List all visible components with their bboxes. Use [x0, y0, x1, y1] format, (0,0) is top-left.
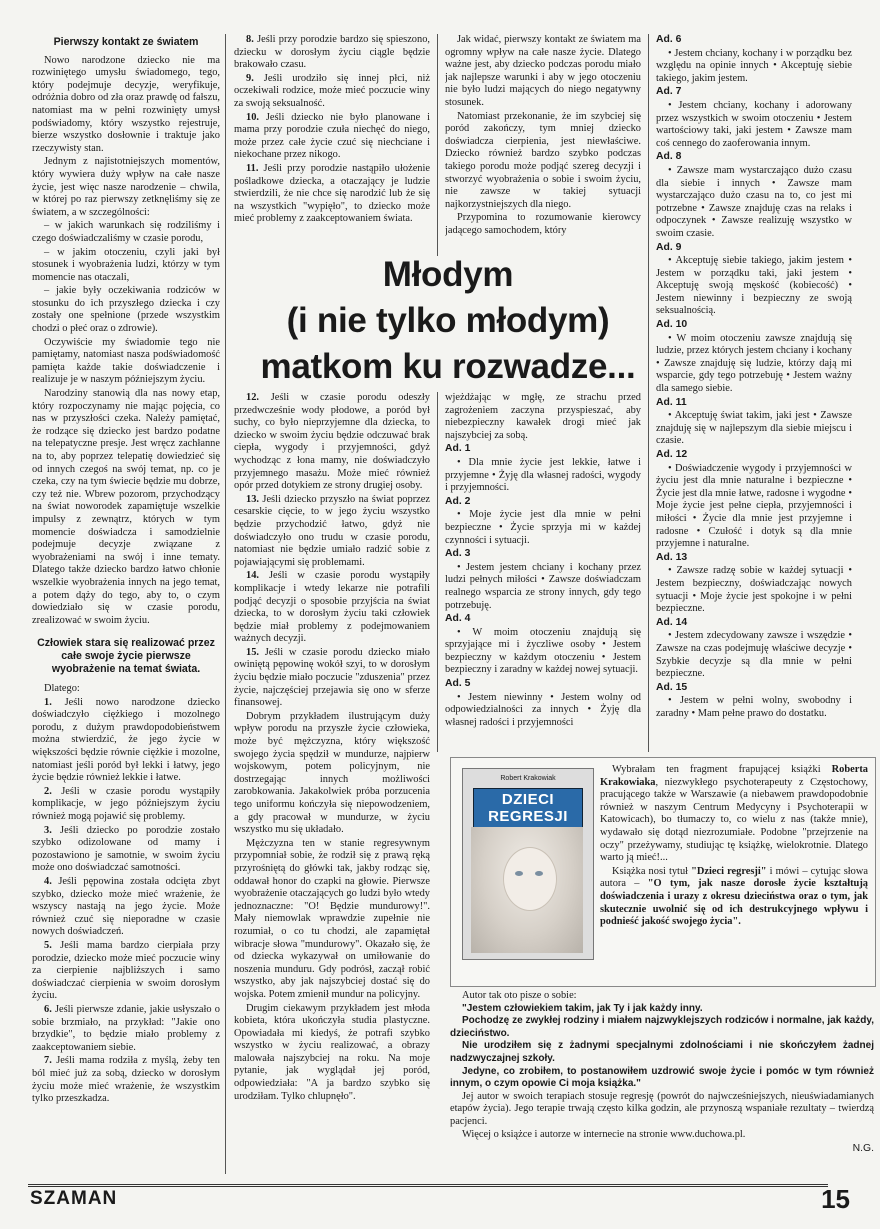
paragraph: – jakie były oczekiwania rodziców w stosunku do ich przyszłego dziecka i czy zostały one spełnione (przede wszystkim chodzi o płeć oraz o zdrowie). — [32, 285, 220, 335]
list-item: 10. Jeśli dziecko nie było planowane i mama przy porodzie czuła niechęć do niego, może przez całe życie czuć się niechciane i niekochane przez nikogo. — [234, 111, 430, 161]
paragraph: Autor tak oto pisze o sobie: — [462, 990, 577, 1001]
paragraph: wjeżdżając w mgłę, ze strachu przed zagrożeniem zaczyna przyspieszać, aby niebezpieczny kawałek drogi mieć jak najszybciej za sobą. — [445, 392, 641, 441]
list-item: 14. Jeśli w czasie porodu wystąpiły komplikacje i wtedy lekarze nie potrafili podjąć decyzji o sposobie przyjścia na świat dziecka, to w dorosłym życiu taki człowiek będzie miał problemy z podejmowaniem ważnych decyzji. — [234, 570, 430, 645]
column-divider — [648, 34, 649, 752]
paragraph: Natomiast przekonanie, że im szybciej się poród zakończy, tym mniej dziecko doświadcza cierpienia, jest niewłaściwe. Dziecko również bardzo szybko podczas takiego porodu może podjąć szereg decyzji i stworzyć wyobrażenia o sobie i swoim życiu, nie zawsze w takiej sytuacji najkorzystniejszych dla niego. — [445, 110, 641, 210]
list-item: 8. Jeśli przy porodzie bardzo się spieszono, dziecku w dorosłym życiu ciągle będzie brakowało czasu. — [234, 34, 430, 71]
affirmation-heading: Ad. 12 — [656, 449, 688, 460]
list-item: 7. Jeśli mama rodziła z myślą, żeby ten ból mieć już za sobą, dziecko w dorosłym życiu może mieć wrażenie, że wszystkim tylko przeszkadza. — [32, 1055, 220, 1105]
column-4 — [656, 34, 852, 752]
affirmation-text: • Jestem chciany, kochany i w porządku bez względu na opinie innych • Akceptuję siebie takiego, jakim jestem. — [656, 47, 852, 84]
affirmation-text: • Zawsze radzę sobie w każdej sytuacji • Jestem bezpieczny, doświadczając nowych sytuacji • Moje życie jest spokojne i w pełni bezpieczne. — [656, 565, 852, 615]
column-divider — [437, 392, 438, 752]
list-item: 15. Jeśli w czasie porodu dziecko miało owiniętą pępowinę wokół szyi, to w dorosłym życiu będzie miało poczucie "zduszenia" przez życie, najczęściej przejawia się ono w sferze finansowej. — [234, 646, 430, 709]
book-cover-image — [462, 768, 594, 960]
quote-line: Nie urodziłem się z żadnymi specjalnymi zdolnościami i nie skończyłem żadnej nadzwyczajnej szkoły. — [450, 1040, 874, 1064]
affirmation-heading: Ad. 14 — [656, 616, 688, 628]
headline-line: matkom ku rozwadze... — [260, 347, 636, 386]
list-item: 9. Jeśli urodziło się innej płci, niż oczekiwali rodzice, może mieć poczucie winy za swoją seksualność. — [234, 72, 430, 109]
affirmation-text: • Moje życie jest dla mnie w pełni bezpieczne • Życie sprzyja mi w każdej czynności i sytuacji. — [445, 509, 641, 546]
page-number: 15 — [821, 1184, 850, 1214]
affirmation-heading: Ad. 10 — [656, 319, 688, 331]
paragraph: Dlatego: — [44, 683, 80, 695]
article-headline — [228, 252, 668, 390]
book-description — [600, 764, 868, 930]
affirmation-heading: Ad. 6 — [656, 34, 682, 45]
affirmation-text: • Jestem zdecydowany zawsze i wszędzie • Zawsze na czas podejmuję właściwe decyzje • Szybkie decyzje są dla mnie w pełni bezpieczne. — [656, 630, 852, 680]
affirmation-heading: Ad. 11 — [656, 396, 687, 408]
paragraph: Wybrałam ten fragment frapującej książki Roberta Krakowiaka, niezwykłego psychoterapeuty z Częstochowy, pracującego także w Warszawie (a niebawem prawdopodobnie również w naszym Centrum Medycyny i Psychoterapii w Katowicach), bo tłumaczy to, co wielu z nas (także mnie), wydawało się dotąd niezrozumiałe. Podobne "przejrzenie na oczy" przeżywamy, studiując tę książkę, wielokrotnie. Dlatego warto ją mieć!... — [600, 764, 868, 864]
column-2-top — [234, 34, 430, 264]
paragraph: Drugim ciekawym przykładem jest młoda kobieta, która ukończyła studia plastyczne. Opowiadała mi kiedyś, że potrafi szybko wszystko w życiu realizować, a obrazy malowała najszybciej na roku. Na moje pytanie, jak wyglądał jej poród, odpowiedziała: "A ja bardzo szybko się urodziłam. Tylko chlupnęło". — [234, 1002, 430, 1102]
signature: N.G. — [852, 1143, 874, 1155]
list-item: 12. Jeśli w czasie porodu odeszły przedwcześnie wody płodowe, a poród był suchy, co było nieprzyjemne dla dziecka, to dziecko w swoim życiu będzie odczuwać brak ciepła, wygody i przyjemności, gdyż wychodząc z łona mamy, nie doświadczyło przyjemnego masażu. Może mieć również opór przed dotykiem ze strony drugiej osoby. — [234, 392, 430, 492]
column-3-bottom — [445, 392, 641, 752]
paragraph: – w jakich warunkach się rodziliśmy i czego doświadczaliśmy w czasie porodu, — [32, 220, 220, 244]
paragraph: Przypomina to rozumowanie kierowcy jadącego samochodem, który — [445, 212, 641, 236]
affirmation-heading: Ad. 2 — [445, 495, 471, 507]
affirmation-text: • W moim otoczeniu zawsze znajdują się ludzie, przez których jestem chciany i kochany • Zawsze znajduję się ludzie, którzy dają mi wsparcie, gdy tego potrzebuję • Jestem ważny dla samego siebie. — [656, 332, 852, 395]
paragraph: Więcej o książce i autorze w internecie na stronie www.duchowa.pl. — [462, 1128, 746, 1140]
list-item: 3. Jeśli dziecko po porodzie zostało szybko odizolowane od mamy i pozostawiono je samotnie, w swoim życiu może ono doświadczać samotności. — [32, 824, 220, 874]
headline-line: (i nie tylko młodym) — [286, 301, 610, 340]
list-item: 11. Jeśli przy porodzie nastąpiło ułożenie pośladkowe dziecka, a otaczający je ludzie stwierdzili, że nie chce się narodzić lub że się na wszystkich "wypięło", to dziecko może mieć problemy z zaakceptowaniem świata. — [234, 162, 430, 225]
child-photo — [471, 827, 583, 953]
affirmation-heading: Ad. 1 — [445, 443, 471, 455]
lead-statement: Człowiek stara się realizować przez całe swoje życie pierwsze wyobrażenie na temat świata. — [37, 637, 215, 675]
paragraph: Dobrym przykładem ilustrującym duży wpływ porodu na przyszłe życie człowieka, może być mężczyzna, który większość swojego życia spędził w mundurze, najpierw wojskowym, potem policyjnym, nie dostrzegając innych możliwości zarobkowania. Jakakolwiek próba porzucenia tego uniformu kończyła się niepowodzeniem, a gdy pracował w mundurze, w życiu wszystko mu się układało. — [234, 710, 430, 836]
affirmation-text: • Jestem jestem chciany i kochany przez ludzi pełnych miłości • Zawsze doświadczam realnego wsparcia ze strony innych, gdy tego potrzebuję. — [445, 561, 641, 611]
eye-icon — [515, 871, 523, 876]
paragraph: Książka nosi tytuł "Dzieci regresji" i mówi – cytując słowa autora – "O tym, jak nasze dorosłe życie kształtują doświadczenia i urazy z okresu dzieciństwa oraz o tym, jak skutecznie uwolnić się od ich destrukcyjnego wpływu i podnieść jakość swojego życia". — [600, 865, 868, 928]
affirmation-text: • W moim otoczeniu znajdują się sprzyjające mi i życzliwe osoby • Jestem bezpieczny w każdym otoczeniu • Jestem bezpieczny i zaradny w każdej nowej sytuacji. — [445, 626, 641, 676]
cover-author: Robert Krakowiak — [500, 775, 556, 782]
column-divider — [437, 34, 438, 256]
author-quote — [450, 990, 874, 1156]
section-heading: Pierwszy kontakt ze światem — [53, 36, 199, 48]
affirmation-heading: Ad. 15 — [656, 681, 688, 693]
paragraph: Oczywiście my świadomie tego nie pamiętamy, natomiast nasza podświadomość pamięta każde takie doświadczenie i realizuje je w naszym późniejszym życiu. — [32, 336, 220, 386]
list-item: 6. Jeśli pierwsze zdanie, jakie usłyszało o sobie brzmiało, na przykład: "Jakie ono brzydkie", to będzie miało problemy z zaakceptowaniem siebie. — [32, 1003, 220, 1053]
affirmation-text: • Dla mnie życie jest lekkie, łatwe i przyjemne • Żyję dla własnej radości, wygody i przyjemności. — [445, 456, 641, 494]
affirmation-heading: Ad. 9 — [656, 241, 682, 253]
magazine-name: SZAMAN — [30, 1188, 118, 1209]
paragraph: Jej autor w swoich terapiach stosuje regresję (powrót do najwcześniejszych, nieuświadamianych etapów życia). Jego terapie trwają często kilka godzin, ale przynoszą wspaniałe rezultaty – twierdzą pacjenci. — [450, 1090, 874, 1127]
affirmation-text: • Jestem niewinny • Jestem wolny od odpowiedzialności za innych • Żyję dla własnej radości i przyjemności — [445, 691, 641, 728]
affirmation-heading: Ad. 4 — [445, 613, 471, 625]
list-item: 1. Jeśli nowo narodzone dziecko doświadczyło ciężkiego i mozolnego porodu, z dużym prawdopodobieństwem można stwierdzić, że jego życie w większości będzie równie ciężkie i mozolne, natomiast jeśli poród był lekki i łatwy, jego życie będzie również lekkie i łatwe. — [32, 696, 220, 784]
affirmation-heading: Ad. 7 — [656, 86, 682, 98]
list-item: 2. Jeśli w czasie porodu wystąpiły komplikacje, w jego późniejszym życiu również mogą pojawić się problemy. — [32, 785, 220, 823]
eye-icon — [535, 871, 543, 876]
paragraph: – w jakim otoczeniu, czyli jaki był stosunek i wyobrażenia ludzi, którzy w tym momencie nas otaczali, — [32, 246, 220, 283]
affirmation-text: • Zawsze mam wystarczająco dużo czasu dla siebie i innych • Zawsze mam wystarczająco dużo czasu na to, co jest mi potrzebne • Zawsze znajduję czas na relaks i odpoczynek • Zawsze realizuję wszystko w swoim czasie. — [656, 164, 852, 239]
affirmation-text: • Akceptuję świat takim, jaki jest • Zawsze znajduję się w najlepszym dla siebie miejscu i czasie. — [656, 410, 852, 447]
affirmation-heading: Ad. 3 — [445, 548, 471, 560]
quote-line: Pochodzę ze zwykłej rodziny i miałem najzwyklejszych rodziców i normalne, jak każdy, dzieciństwo. — [450, 1015, 874, 1039]
paragraph: Narodziny stanowią dla nas nowy etap, który rozpoczynamy nie mając pojęcia, co nas w przyszłości czeka. Należy pamiętać, że rodzące się dziecko jest bardzo podatne na telepatyczne presje. Jest wręcz zachłanne na to, aby poprzez telepatię dowiedzieć się od innych czegoś na swój temat, np. co je czeka, czy na tym świecie będzie mu dobrze, czy też nie. Wbrew pozorom, przychodzący na świat noworodek zapamiętuje wszelkie impulsy z zewnątrz, których w tym momencie doświadcza i samodzielnie podejmuje decyzje związane z wyobrażeniami na swój i inne tematy. Dlatego także dziecko bardzo łatwo chłonie wszelkie wyobrażenia innych na jego temat, a potem dąży do tego, aby to, o czym dowiedziało się w czasie porodu, zrealizować w swoim życiu. — [32, 388, 220, 626]
affirmation-text: • Jestem chciany, kochany i adorowany przez wszystkich w swoim otoczeniu • Jestem wartościowy taki, jaki jestem • Zawsze mam coś cennego do zaoferowania innym. — [656, 99, 852, 149]
list-item: 13. Jeśli dziecko przyszło na świat poprzez cesarskie cięcie, to w jego życiu wszystko będzie przychodzić łatwo, gdyż nie doświadczyło ono trudu w czasie porodu, natomiast nie będzie umiało radzić sobie z pojawiającymi się problemami. — [234, 493, 430, 568]
paragraph: Jednym z najistotniejszych momentów, który wywiera duży wpływ na całe nasze życie, jest więc nasze narodzenie – chwila, w której po raz pierwszy zetknęliśmy się ze światem, a w szczególności: — [32, 156, 220, 218]
quote-line: "Jestem człowiekiem takim, jak Ty i jak każdy inny. — [462, 1002, 703, 1014]
list-item: 4. Jeśli pępowina została odcięta zbyt szybko, dziecko może mieć wrażenie, że wszyscy nastają na jego życie. Może również czuć się nieporadne w czasie nowych doświadczeń. — [32, 876, 220, 938]
child-face-icon — [503, 847, 557, 911]
column-2-bottom — [234, 392, 430, 1176]
footer-rule — [28, 1184, 828, 1187]
affirmation-heading: Ad. 5 — [445, 678, 471, 690]
cover-title: DZIECI REGRESJI — [473, 788, 583, 828]
quote-line: Jedyne, co zrobiłem, to postanowiłem uzdrowić swoje życie i pomóc w tym również innym, o czym opowie Ci moja książka." — [450, 1065, 874, 1090]
affirmation-text: • Jestem w pełni wolny, swobodny i zaradny • Mam pełne prawo do dostatku. — [656, 695, 852, 719]
paragraph: Nowo narodzone dziecko nie ma rozwiniętego umysłu świadomego, tego, który podejmuje decyzje, weryfikuje, odróżnia dobro od zła oraz prawdę od fałszu, natomiast ma w pełni rozwinięty umysł podświadomy, który wszystko rejestruje, bierze wszystko dosłownie i traktuje jako rzeczywisty stan. — [32, 54, 220, 154]
paragraph: Jak widać, pierwszy kontakt ze światem ma ogromny wpływ na całe nasze życie. Dlatego ważne jest, aby dziecko podczas porodu miało jak najlepsze warunki i aby w jego otoczeniu nie było ludzi mających do niego negatywny stosunek. — [445, 34, 641, 108]
paragraph: Mężczyzna ten w stanie regresywnym przypomniał sobie, że rodził się z prawą ręką przyrośniętą do główki tak, jakby rodząc się, oddawał honor do czapki na głowie. Pierwsze wyobrażenie otaczających go ludzi było wtedy jednoznaczne: "O! Będzie mundurowy!". Mały niemowlak wprawdzie zupełnie nie rozumiał, o co tu chodzi, ale zapamiętał wibracje słowa "mundurowy". Okazało się, że od dziecka wykazywał on umiłowanie do noszenia munduru. Gdy podrósł, zaczął robić wszystko, aby jak najszybciej dostać się do wojska. Potem zmienił mundur na policyjny. — [234, 837, 430, 1000]
affirmation-heading: Ad. 13 — [656, 551, 688, 563]
affirmation-text: • Doświadczenie wygody i przyjemności w życiu jest dla mnie naturalne i bezpieczne • Życie jest dla mnie łatwe, radosne i wygodne • Moje życie jest pełne ciepła, przyjemności i miłości • Życie dla mnie jest przyjemne i radosne • Czułość i dotyk są dla mnie przyjemne i naturalne. — [656, 462, 852, 550]
column-3-top — [445, 34, 641, 256]
column-1 — [32, 34, 220, 1170]
list-item: 5. Jeśli mama bardzo cierpiała przy porodzie, dziecko może mieć poczucie winy za cierpienie najbliższych i samo doświadczać cierpienia w swoim dorosłym życiu. — [32, 939, 220, 1002]
headline-line: Młodym — [382, 255, 514, 294]
affirmation-text: • Akceptuję siebie takiego, jakim jestem • Jestem w porządku taki, jaki jestem • Akceptuję swoją męskość (kobiecość) • Jestem niewinny i bezpieczny ze swoją seksualnością. — [656, 255, 852, 317]
affirmation-heading: Ad. 8 — [656, 151, 682, 163]
column-divider — [225, 34, 226, 1174]
